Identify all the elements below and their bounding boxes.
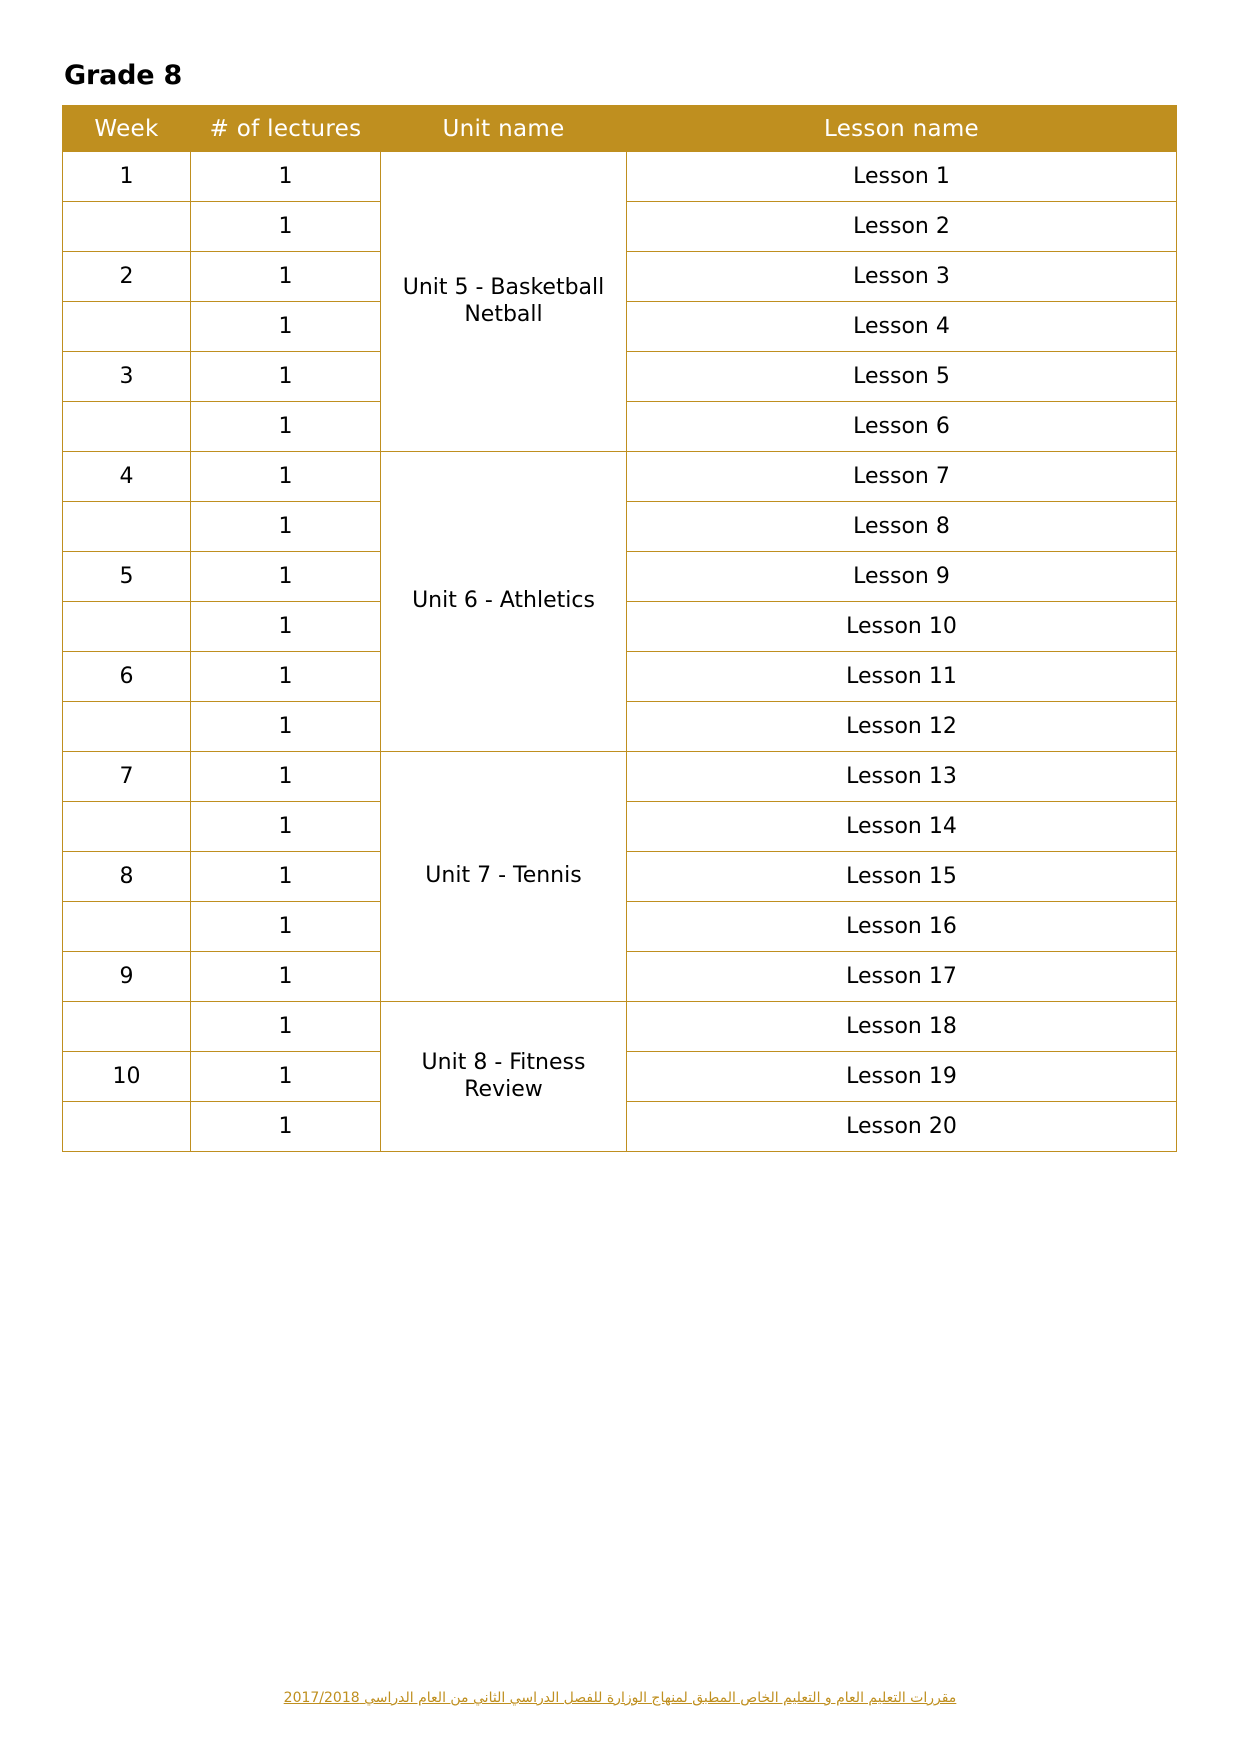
cell-week: 7 [63, 752, 191, 802]
cell-lectures: 1 [191, 552, 381, 602]
column-header-lectures: # of lectures [191, 106, 381, 152]
cell-lectures: 1 [191, 652, 381, 702]
cell-lesson: Lesson 3 [627, 252, 1177, 302]
cell-lectures: 1 [191, 852, 381, 902]
cell-lectures: 1 [191, 452, 381, 502]
cell-week: 3 [63, 352, 191, 402]
cell-lectures: 1 [191, 252, 381, 302]
table-row [63, 452, 1177, 502]
cell-lesson: Lesson 16 [627, 902, 1177, 952]
cell-lectures: 1 [191, 1002, 381, 1052]
cell-lesson: Lesson 11 [627, 652, 1177, 702]
cell-week: 2 [63, 252, 191, 302]
table-body [63, 152, 1177, 1152]
column-header-week: Week [63, 106, 191, 152]
cell-week [63, 1102, 191, 1152]
cell-lesson: Lesson 18 [627, 1002, 1177, 1052]
cell-week [63, 302, 191, 352]
cell-unit: Unit 6 - Athletics [381, 452, 627, 752]
cell-week [63, 802, 191, 852]
cell-unit: Unit 5 - Basketball Netball [381, 152, 627, 452]
cell-week [63, 602, 191, 652]
table-row [63, 1002, 1177, 1052]
cell-lesson: Lesson 5 [627, 352, 1177, 402]
cell-lesson: Lesson 4 [627, 302, 1177, 352]
cell-lesson: Lesson 13 [627, 752, 1177, 802]
cell-lectures: 1 [191, 802, 381, 852]
cell-lectures: 1 [191, 752, 381, 802]
cell-lectures: 1 [191, 152, 381, 202]
cell-lectures: 1 [191, 952, 381, 1002]
cell-week [63, 502, 191, 552]
table-row [63, 752, 1177, 802]
cell-week [63, 402, 191, 452]
cell-lesson: Lesson 9 [627, 552, 1177, 602]
cell-lectures: 1 [191, 602, 381, 652]
cell-lectures: 1 [191, 402, 381, 452]
cell-lectures: 1 [191, 352, 381, 402]
cell-lesson: Lesson 17 [627, 952, 1177, 1002]
cell-week: 8 [63, 852, 191, 902]
cell-lectures: 1 [191, 1102, 381, 1152]
cell-lectures: 1 [191, 1052, 381, 1102]
schedule-table [62, 105, 1177, 1152]
cell-lesson: Lesson 15 [627, 852, 1177, 902]
cell-lesson: Lesson 6 [627, 402, 1177, 452]
cell-week: 6 [63, 652, 191, 702]
cell-week: 9 [63, 952, 191, 1002]
cell-unit: Unit 8 - Fitness Review [381, 1002, 627, 1152]
table-header-row [63, 106, 1177, 152]
cell-lesson: Lesson 19 [627, 1052, 1177, 1102]
cell-lectures: 1 [191, 702, 381, 752]
cell-lesson: Lesson 8 [627, 502, 1177, 552]
cell-lesson: Lesson 2 [627, 202, 1177, 252]
cell-week: 5 [63, 552, 191, 602]
cell-lectures: 1 [191, 902, 381, 952]
cell-week [63, 202, 191, 252]
cell-week: 4 [63, 452, 191, 502]
column-header-unit: Unit name [381, 106, 627, 152]
cell-lesson: Lesson 7 [627, 452, 1177, 502]
cell-lectures: 1 [191, 502, 381, 552]
page-title: Grade 8 [64, 60, 183, 91]
column-header-lesson: Lesson name [627, 106, 1177, 152]
cell-lesson: Lesson 20 [627, 1102, 1177, 1152]
table-row [63, 152, 1177, 202]
cell-lesson: Lesson 12 [627, 702, 1177, 752]
cell-week: 1 [63, 152, 191, 202]
cell-week [63, 1002, 191, 1052]
footer-note: مقررات التعليم العام و التعليم الخاص المطبق لمنهاج الوزارة للفصل الدراسي الثاني من العام الدراسي 2017/2018 [283, 1690, 957, 1706]
cell-lesson: Lesson 10 [627, 602, 1177, 652]
cell-unit: Unit 7 - Tennis [381, 752, 627, 1002]
cell-lectures: 1 [191, 202, 381, 252]
cell-week: 10 [63, 1052, 191, 1102]
cell-lectures: 1 [191, 302, 381, 352]
cell-week [63, 902, 191, 952]
cell-lesson: Lesson 14 [627, 802, 1177, 852]
cell-week [63, 702, 191, 752]
cell-lesson: Lesson 1 [627, 152, 1177, 202]
